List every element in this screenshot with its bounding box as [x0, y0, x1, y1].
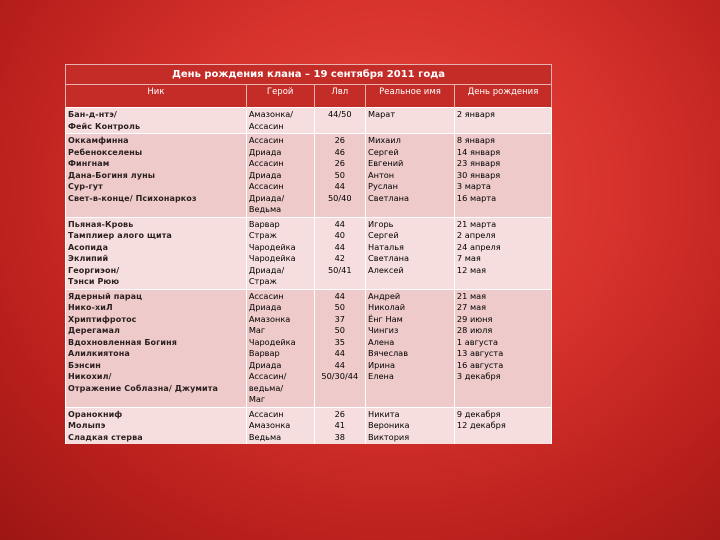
nick-cell	[66, 108, 247, 134]
birthday-cell	[454, 134, 551, 218]
nick-cell-line: Оккамфинна	[68, 136, 129, 145]
hero-cell-line: Амазонка	[248, 313, 291, 324]
hero-cell-line: Дриада/	[248, 264, 285, 275]
level-cell-line: 35	[334, 336, 345, 347]
nick-cell-line: Бан-д-нтэ/	[68, 110, 117, 119]
table-title: День рождения клана – 19 сентября 2011 года	[66, 65, 552, 85]
birthday-cell-line: 9 декабря	[456, 408, 501, 419]
real-name-cell-line: Алена	[368, 336, 395, 347]
birthday-cell-line: 27 мая	[456, 302, 487, 312]
hero-cell-line: Чародейка	[248, 336, 296, 347]
real-name-cell	[366, 217, 455, 289]
birthday-cell	[454, 217, 551, 289]
nick-cell-line: Оранокниф	[68, 409, 123, 419]
birthday-cell-line: 3 марта	[456, 181, 491, 191]
birthday-cell-line: 8 января	[456, 135, 495, 145]
real-name-cell	[366, 134, 455, 218]
table-row	[66, 289, 552, 407]
level-cell	[314, 407, 366, 444]
header-real-name: Реальное имя	[366, 85, 455, 108]
hero-cell-line: Ассасин	[248, 158, 284, 168]
birthday-cell	[454, 289, 551, 407]
level-cell-line: 44	[334, 359, 345, 370]
hero-cell-line: Дриада	[248, 169, 282, 180]
real-name-cell	[366, 108, 455, 134]
table-body	[66, 108, 552, 445]
hero-cell-line: Ассасин	[248, 181, 284, 191]
level-cell-line: 26	[334, 158, 345, 168]
birthday-cell-line: 29 июня	[456, 313, 493, 324]
table-row	[66, 407, 552, 444]
level-cell-line: 41	[334, 420, 345, 430]
level-cell-line: 37	[334, 313, 345, 324]
hero-cell	[246, 217, 314, 289]
hero-cell-line: Варвар	[248, 348, 280, 358]
hero-cell-line: Дриада/	[248, 192, 285, 203]
birthday-cell-line: 12 декабря	[456, 420, 506, 430]
real-name-cell-line: Виктория	[368, 431, 410, 442]
nick-cell	[66, 217, 247, 289]
real-name-cell-line: Сергей	[368, 146, 399, 157]
hero-cell-line: Дриада	[248, 302, 282, 312]
birthday-cell	[454, 108, 551, 134]
birthday-cell-line: 24 апреля	[456, 241, 501, 252]
hero-cell	[246, 134, 314, 218]
hero-cell	[246, 289, 314, 407]
level-cell-line: 44	[334, 218, 345, 229]
real-name-cell-line: Михаил	[368, 135, 401, 145]
level-cell-line: 40	[334, 230, 345, 240]
table-row	[66, 108, 552, 134]
birthday-cell-line: 21 мая	[456, 290, 487, 301]
hero-cell-line: Амазонка	[248, 420, 291, 430]
real-name-cell	[366, 289, 455, 407]
nick-cell-line: Алилкиятона	[68, 349, 130, 358]
table-row	[66, 134, 552, 218]
level-cell	[314, 108, 366, 134]
nick-cell-line: Эклипий	[68, 254, 109, 263]
hero-cell-line: Варвар	[248, 218, 280, 229]
level-cell-line: 50	[334, 169, 345, 180]
hero-cell-line: Ведьма	[248, 431, 282, 442]
real-name-cell-line: Николай	[368, 302, 406, 312]
header-birthday: День рождения	[454, 85, 551, 108]
nick-cell-line: Свет-в-конце/ Психонаркоз	[68, 193, 197, 203]
nick-cell-line: Ядерный парац	[68, 291, 143, 301]
nick-cell	[66, 407, 247, 444]
real-name-cell-line: Елена	[368, 371, 394, 381]
nick-cell-line: Ребенокселены	[68, 147, 143, 157]
level-cell-line: 44	[334, 290, 345, 301]
nick-cell-line: Дана-Богиня луны	[68, 170, 156, 180]
level-cell-line: 50/30/44	[321, 371, 359, 381]
nick-cell-line: Сладкая стерва	[68, 432, 143, 442]
birthday-cell	[454, 407, 551, 444]
real-name-cell-line: Никита	[368, 408, 400, 419]
real-name-cell-line: Ёнг Нам	[368, 313, 403, 324]
header-row	[66, 85, 552, 108]
nick-cell-line: Фейс Контроль	[68, 121, 141, 131]
real-name-cell-line: Игорь	[368, 218, 394, 229]
real-name-cell	[366, 407, 455, 444]
level-cell-line: 50	[334, 325, 345, 335]
real-name-cell-line: Чингиз	[368, 325, 399, 335]
nick-cell-line: Асопида	[68, 242, 109, 252]
nick-cell-line: Пьяная-Кровь	[68, 219, 134, 229]
real-name-cell-line: Антон	[368, 169, 395, 180]
real-name-cell-line: Наталья	[368, 241, 404, 252]
nick-cell-line: Тамплиер алого щита	[68, 231, 172, 240]
real-name-cell-line: Андрей	[368, 290, 401, 301]
nick-cell	[66, 134, 247, 218]
hero-cell-line: Ассасин/	[248, 371, 287, 381]
nick-cell-line: Георгиэон/	[68, 265, 120, 275]
nick-cell	[66, 289, 247, 407]
nick-cell-line: Отражение Соблазна/ Джумита	[68, 383, 218, 393]
hero-cell-line: Дриада	[248, 359, 282, 370]
hero-cell-line: Ассасин	[248, 290, 284, 301]
real-name-cell-line: Алексей	[368, 264, 404, 275]
hero-cell-line: Маг	[248, 394, 266, 404]
real-name-cell-line: Светлана	[368, 192, 410, 203]
birthday-table	[65, 64, 552, 444]
nick-cell-line: Хриптифротос	[68, 314, 137, 324]
nick-cell-line: Бэнсин	[68, 360, 101, 370]
hero-cell-line: Страж	[248, 230, 277, 240]
real-name-cell-line: Руслан	[368, 181, 398, 191]
birthday-cell-line: 21 марта	[456, 218, 497, 229]
hero-cell-line: Ассасин	[248, 408, 284, 419]
level-cell-line: 38	[334, 431, 345, 442]
birthday-cell-line: 30 января	[456, 169, 501, 180]
level-cell-line: 26	[334, 135, 345, 145]
hero-cell	[246, 407, 314, 444]
nick-cell-line: Молыпэ	[68, 421, 106, 430]
birthday-cell-line: 2 апреля	[456, 230, 496, 240]
level-cell-line: 50/40	[327, 192, 352, 203]
hero-cell-line: Ассасин	[248, 120, 284, 131]
birthday-cell-line: 2 января	[456, 109, 495, 119]
hero-cell	[246, 108, 314, 134]
level-cell-line: 44	[334, 348, 345, 358]
hero-cell-line: Страж	[248, 276, 277, 286]
nick-cell-line: Никохил/	[68, 372, 112, 381]
level-cell-line: 44/50	[327, 109, 352, 119]
real-name-cell-line: Вячеслав	[368, 348, 409, 358]
table-row	[66, 217, 552, 289]
header-nick: Ник	[66, 85, 247, 108]
birthday-cell-line: 16 марта	[456, 192, 497, 203]
hero-cell-line: Ведьма	[248, 204, 282, 214]
real-name-cell-line: Вероника	[368, 420, 410, 430]
level-cell	[314, 289, 366, 407]
hero-cell-line: Маг	[248, 325, 266, 335]
real-name-cell-line: Ирина	[368, 359, 396, 370]
header-level: Лвл	[314, 85, 366, 108]
hero-cell-line: ведьма/	[248, 382, 284, 393]
real-name-cell-line: Марат	[368, 109, 396, 119]
level-cell-line: 50/41	[327, 264, 352, 275]
birthday-cell-line: 28 июля	[456, 325, 493, 335]
birthday-cell-line: 23 января	[456, 158, 501, 168]
real-name-cell-line: Евгений	[368, 158, 404, 168]
birthday-cell-line: 12 мая	[456, 264, 487, 275]
birthday-cell-line: 14 января	[456, 146, 501, 157]
real-name-cell-line: Светлана	[368, 253, 410, 263]
hero-cell-line: Ассасин	[248, 135, 284, 145]
nick-cell-line: Сур-гут	[68, 182, 103, 191]
level-cell-line: 44	[334, 241, 345, 252]
hero-cell-line: Дриада	[248, 146, 282, 157]
nick-cell-line: Фингнам	[68, 159, 110, 168]
level-cell-line: 50	[334, 302, 345, 312]
level-cell-line: 44	[334, 181, 345, 191]
nick-cell-line: Нико-хиЛ	[68, 303, 113, 312]
level-cell-line: 46	[334, 146, 345, 157]
birthday-cell-line: 7 мая	[456, 253, 481, 263]
nick-cell-line: Тэнси Рюю	[68, 277, 120, 286]
birthday-cell-line: 1 августа	[456, 336, 499, 347]
birthday-cell-line: 13 августа	[456, 348, 504, 358]
level-cell-line: 42	[334, 253, 345, 263]
nick-cell-line: Вдохновленная Богиня	[68, 337, 178, 347]
hero-cell-line: Чародейка	[248, 241, 296, 252]
hero-cell-line: Амазонка/	[248, 109, 294, 119]
header-hero: Герой	[246, 85, 314, 108]
birthday-cell-line: 3 декабря	[456, 371, 501, 381]
nick-cell-line: Дерегамал	[68, 326, 120, 335]
level-cell	[314, 134, 366, 218]
birthday-cell-line: 16 августа	[456, 359, 504, 370]
real-name-cell-line: Сергей	[368, 230, 399, 240]
hero-cell-line: Чародейка	[248, 253, 296, 263]
level-cell	[314, 217, 366, 289]
level-cell-line: 26	[334, 408, 345, 419]
